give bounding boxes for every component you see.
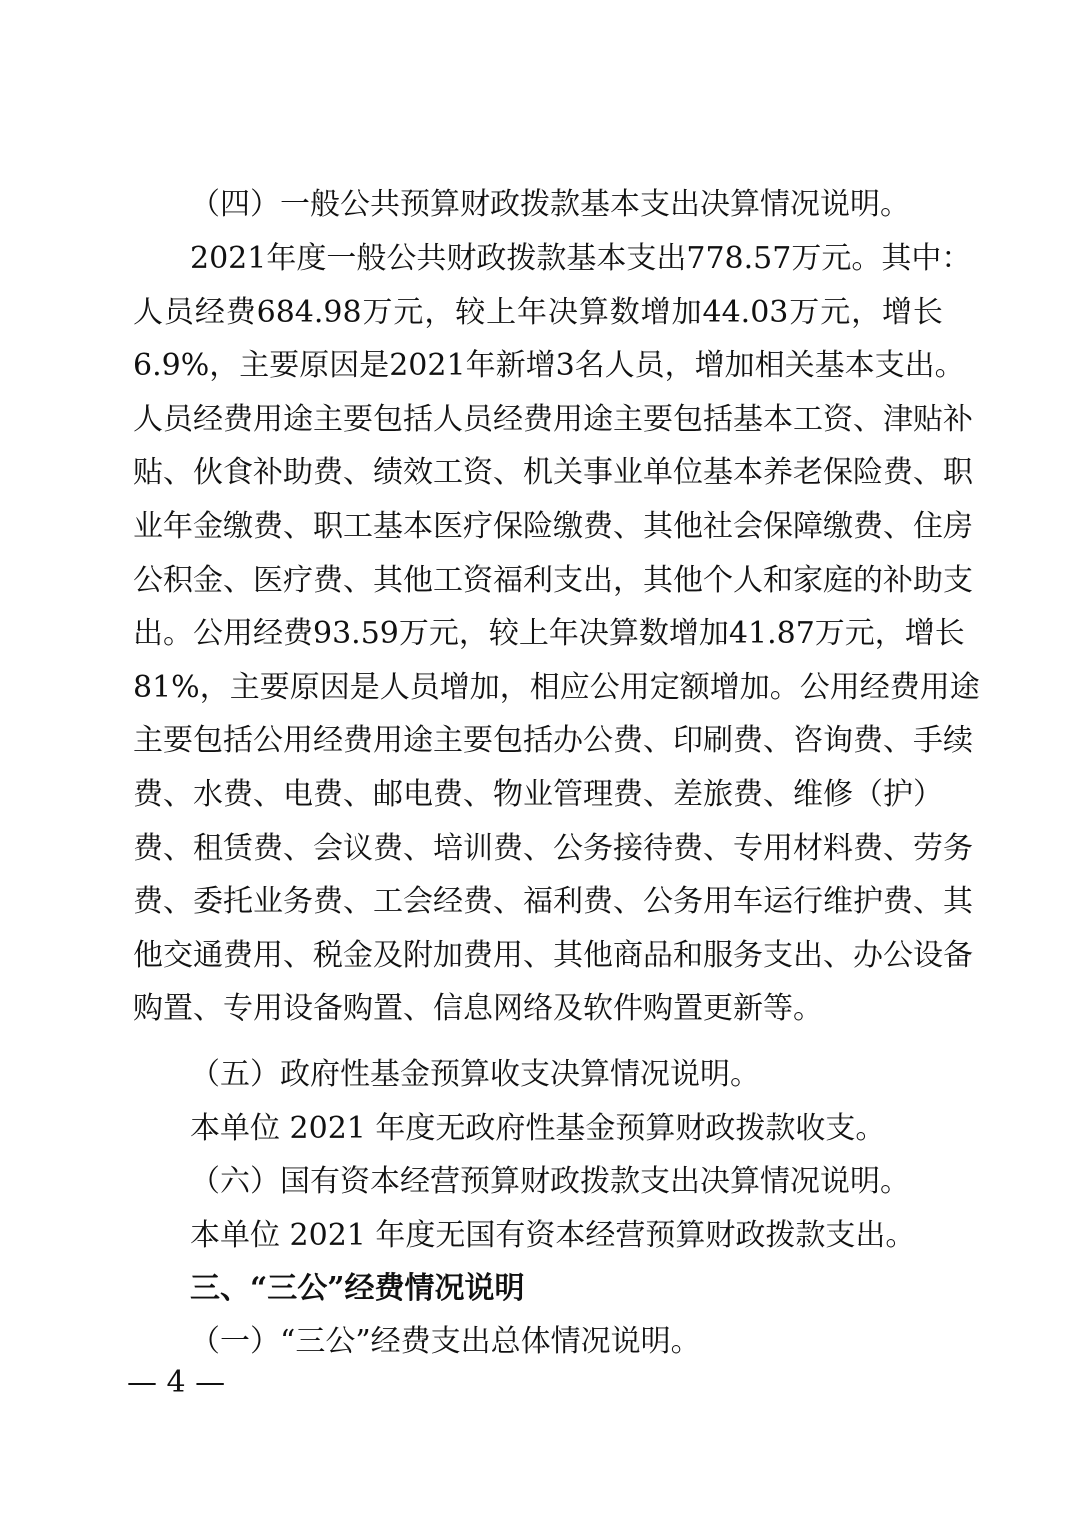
paragraph-line: 人 员 经 费 684.98 万 元 ， 较 上 年 决 算 数 增 加 44.03 万 元 ， 增 长 (133, 295, 943, 330)
paragraph-line: 购置、专用设备购置、信息网络及软件购置更新等。 (133, 991, 823, 1026)
section6-heading: （六）国有资本经营预算财政拨款支出决算情况说明。 (190, 1164, 910, 1199)
section5-text: 本单位 2021 年度无政府性基金预算财政拨款收支。 (190, 1111, 886, 1146)
paragraph-line: 人 员 经 费 用 途 主 要 包 括 人 员 经 费 用 途 主 要 包 括 基 本 工 资 、 津 贴 补 (133, 402, 973, 437)
part3-sub1-heading: （一）“三公”经费支出总体情况说明。 (190, 1324, 701, 1359)
paragraph-line: 81% ， 主 要 原 因 是 人 员 增 加 ， 相 应 公 用 定 额 增 加 。 公 用 经 费 用 途 (133, 670, 980, 705)
section5-heading: （五）政府性基金预算收支决算情况说明。 (190, 1057, 760, 1092)
section4-heading: （四）一般公共预算财政拨款基本支出决算情况说明。 (190, 187, 910, 222)
paragraph-line: 费 、 水 费 、 电 费 、 邮 电 费 、 物 业 管 理 费 、 差 旅 费 、 维 修 （ 护 ） (133, 777, 943, 812)
paragraph-line: 业 年 金 缴 费 、 职 工 基 本 医 疗 保 险 缴 费 、 其 他 社 会 保 障 缴 费 、 住 房 (133, 509, 973, 544)
paragraph-line: 出 。 公 用 经 费 93.59 万 元 ， 较 上 年 决 算 数 增 加 41.87 万 元 ， 增 长 (133, 616, 965, 651)
page-number: — 4 — (127, 1365, 226, 1400)
paragraph-line: 贴 、 伙 食 补 助 费 、 绩 效 工 资 、 机 关 事 业 单 位 基 本 养 老 保 险 费 、 职 (133, 455, 973, 490)
paragraph-line: 他 交 通 费 用 、 税 金 及 附 加 费 用 、 其 他 商 品 和 服 务 支 出 、 办 公 设 备 (133, 938, 973, 973)
paragraph-line: 公 积 金 、 医 疗 费 、 其 他 工 资 福 利 支 出 ， 其 他 个 人 和 家 庭 的 补 助 支 (133, 563, 973, 598)
paragraph-line: 主 要 包 括 公 用 经 费 用 途 主 要 包 括 办 公 费 、 印 刷 费 、 咨 询 费 、 手 续 (133, 723, 973, 758)
part3-heading: 三、“三公”经费情况说明 (190, 1271, 525, 1306)
section6-text: 本单位 2021 年度无国有资本经营预算财政拨款支出。 (190, 1218, 916, 1253)
paragraph-line: 费 、 租 赁 费 、 会 议 费 、 培 训 费 、 公 务 接 待 费 、 专 用 材 料 费 、 劳 务 (133, 831, 973, 866)
paragraph-line: 费 、 委 托 业 务 费 、 工 会 经 费 、 福 利 费 、 公 务 用 车 运 行 维 护 费 、 其 (133, 884, 973, 919)
paragraph-line: 2021 年 度 一 般 公 共 财 政 拨 款 基 本 支 出 778.57 万 元 。 其 中 ： (190, 241, 972, 276)
paragraph-line: 6.9% ， 主 要 原 因 是 2021 年 新 增 3 名 人 员 ， 增 加 相 关 基 本 支 出 。 (133, 348, 965, 383)
